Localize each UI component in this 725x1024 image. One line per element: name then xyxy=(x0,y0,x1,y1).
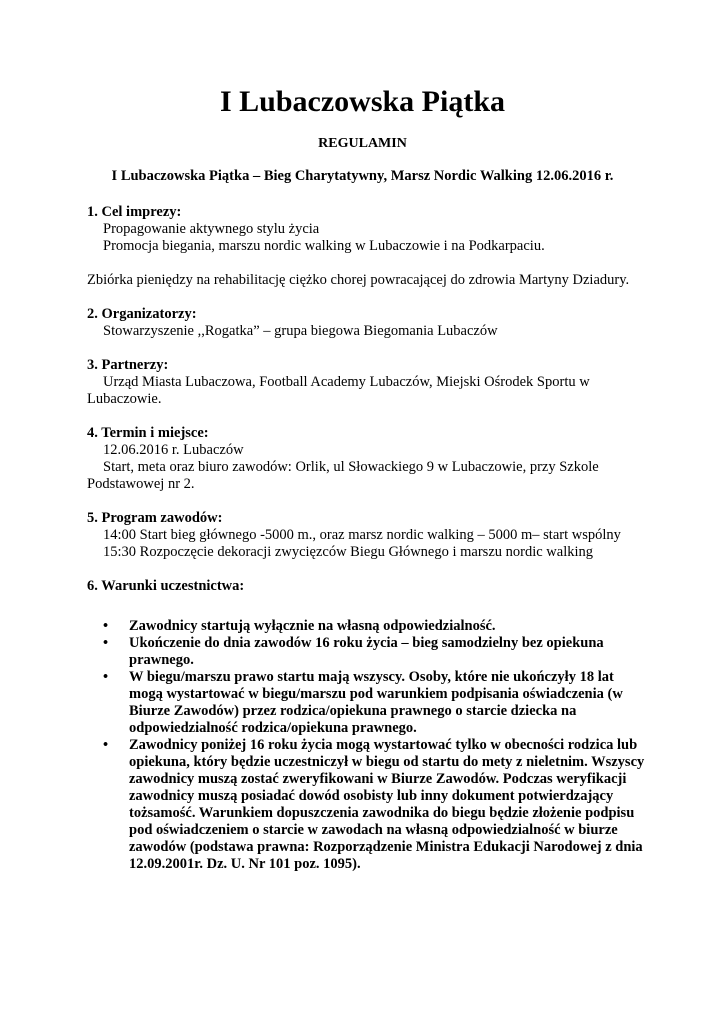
section-heading-conditions: 6. Warunki uczestnictwa: xyxy=(87,578,245,594)
list-item: • Zawodnicy poniżej 16 roku życia mogą wystartować tylko w obecności rodzica lub opiekuna, który będzie uczestniczył w biegu od startu do mety z nieletnim. Wszyscy zawodnicy muszą zostać zweryfikowani w Biurze Zawodów. Podczas weryfikacji zawodnicy muszą posiadać dowód osobisty lub inny dokument potwierdzający tożsamość. Warunkiem dopuszczenia zawodnika do biegu będzie złożenie podpisu pod oświadczeniem o starcie w zawodach na własną odpowiedzialność w biurze zawodów (podstawa prawna: Rozporządzenie Ministra Edukacji Narodowej z dnia 12.09.2001r. Dz. U. Nr 101 poz. 1095). xyxy=(129,737,647,873)
goal-line-1: Propagowanie aktywnego stylu życia xyxy=(103,221,320,237)
partners-line-1: Urząd Miasta Lubaczowa, Football Academy Lubaczów, Miejski Ośrodek Sportu w Lubaczowie. xyxy=(87,374,590,407)
date-place-line-2: Start, meta oraz biuro zawodów: Orlik, ul Słowackiego 9 w Lubaczowie, przy Szkole Podstawowej nr 2. xyxy=(87,459,599,492)
program-line-2: 15:30 Rozpoczęcie dekoracji zwycięzców Biegu Głównego i marszu nordic walking xyxy=(103,544,594,560)
section-heading-partners: 3. Partnerzy: xyxy=(87,357,169,373)
date-place-line-1: 12.06.2016 r. Lubaczów xyxy=(103,442,244,458)
organizers-line-1: Stowarzyszenie ,,Rogatka” – grupa biegowa Biegomania Lubaczów xyxy=(103,323,498,339)
section-heading-date-place: 4. Termin i miejsce: xyxy=(87,425,209,441)
section-heading-organizers: 2. Organizatorzy: xyxy=(87,306,197,322)
section-heading-program: 5. Program zawodów: xyxy=(87,510,223,526)
program-line-1: 14:00 Start bieg głównego -5000 m., oraz marsz nordic walking – 5000 m– start wspólny xyxy=(103,527,621,543)
goal-line-2: Promocja biegania, marszu nordic walking w Lubaczowie i na Podkarpaciu. xyxy=(103,238,545,254)
conditions-list xyxy=(87,618,647,873)
list-item: • Ukończenie do dnia zawodów 16 roku życia – bieg samodzielny bez opiekuna prawnego. xyxy=(129,635,647,669)
section-heading-goal: 1. Cel imprezy: xyxy=(87,204,182,220)
event-line: I Lubaczowska Piątka – Bieg Charytatywny, Marsz Nordic Walking 12.06.2016 r. xyxy=(111,168,614,184)
document-body xyxy=(87,204,647,873)
list-item: • W biegu/marszu prawo startu mają wszyscy. Osoby, które nie ukończyły 18 lat mogą wystartować w biegu/marszu pod warunkiem podpisania oświadczenia (w Biurze Zawodów) przez rodzica/opiekuna prawnego o starcie dziecka na odpowiedzialność rodzica/opiekuna prawnego. xyxy=(129,669,647,737)
list-item: • Zawodnicy startują wyłącznie na własną odpowiedzialność. xyxy=(129,618,647,635)
document-title: I Lubaczowska Piątka xyxy=(219,85,506,118)
document-subtitle: REGULAMIN xyxy=(318,136,407,151)
goal-note: Zbiórka pieniędzy na rehabilitację ciężko chorej powracającej do zdrowia Martyny Dziadury. xyxy=(87,272,630,288)
